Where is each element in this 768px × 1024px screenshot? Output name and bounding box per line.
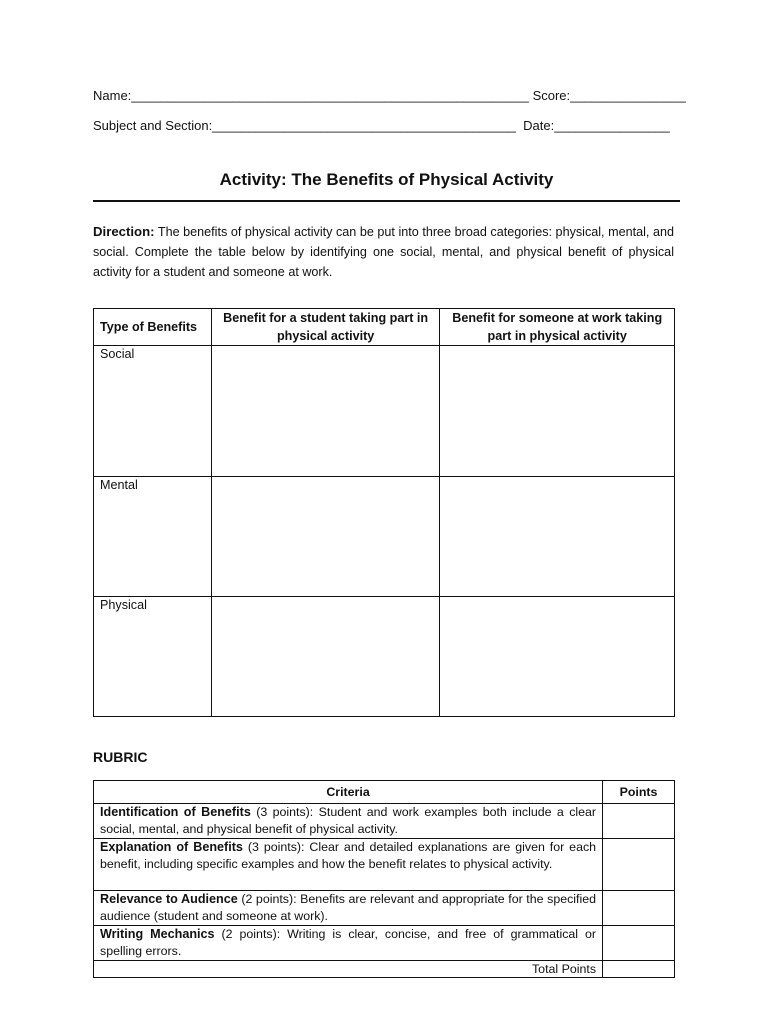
points-cell-mechanics[interactable]	[603, 926, 675, 961]
direction-text: The benefits of physical activity can be put into three broad categories: physical, mental, and social. Complete the table below by identifying one social, mental, and physical benefit of physical activity for a student and someone at work.	[93, 225, 674, 279]
name-score-row	[93, 88, 686, 103]
title-divider	[93, 200, 680, 202]
total-points-cell[interactable]	[603, 961, 675, 978]
answer-cell-physical-student[interactable]	[211, 597, 440, 717]
subject-label: Subject and Section:	[93, 118, 213, 133]
date-blank: ________________	[554, 118, 670, 133]
name-label: Name:	[93, 88, 132, 103]
answer-cell-social-work[interactable]	[440, 346, 675, 477]
criterion-description: (2 points): Writing is clear, concise, and free of grammatical or spelling errors.	[100, 927, 597, 958]
criterion-title: Explanation of Benefits	[100, 840, 243, 854]
score-label: Score:	[532, 88, 571, 103]
criterion-description: (3 points): Student and work examples both include a clear social, mental, and physical benefit of physical activity.	[100, 805, 597, 836]
date-label: Date:	[523, 118, 555, 133]
page-title: Activity: The Benefits of Physical Activity	[219, 170, 554, 189]
row-label-social: Social	[94, 346, 212, 477]
points-cell-identification[interactable]	[603, 804, 675, 839]
subject-blank: __________________________________________	[212, 118, 516, 133]
table-row-physical	[94, 597, 675, 717]
criterion-description: (2 points): Benefits are relevant and appropriate for the specified audience (student and someone at work).	[100, 892, 597, 923]
rubric-header-row	[94, 781, 675, 804]
criterion-relevance	[94, 891, 603, 926]
benefits-table	[93, 308, 675, 717]
header-student-benefit: Benefit for a student taking part in physical activity	[211, 309, 440, 346]
rubric-heading: RUBRIC	[93, 749, 148, 765]
rubric-row-mechanics	[94, 926, 675, 961]
header-points: Points	[603, 781, 675, 804]
subject-date-row	[93, 118, 670, 133]
points-cell-explanation[interactable]	[603, 839, 675, 891]
rubric-row-identification	[94, 804, 675, 839]
row-label-physical: Physical	[94, 597, 212, 717]
table-row-social	[94, 346, 675, 477]
direction-label: Direction:	[93, 224, 155, 239]
criterion-title: Relevance to Audience	[100, 892, 238, 906]
rubric-row-relevance	[94, 891, 675, 926]
criterion-title: Identification of Benefits	[100, 805, 251, 819]
header-criteria: Criteria	[94, 781, 603, 804]
criterion-description: (3 points): Clear and detailed explanations are given for each benefit, including specific examples and how the benefit relates to physical activity.	[100, 840, 597, 871]
answer-cell-social-student[interactable]	[211, 346, 440, 477]
criterion-identification	[94, 804, 603, 839]
rubric-table	[93, 780, 675, 978]
direction-paragraph	[93, 222, 674, 282]
answer-cell-mental-student[interactable]	[211, 477, 440, 597]
criterion-mechanics	[94, 926, 603, 961]
answer-cell-mental-work[interactable]	[440, 477, 675, 597]
benefits-header-row	[94, 309, 675, 346]
points-cell-relevance[interactable]	[603, 891, 675, 926]
rubric-row-explanation	[94, 839, 675, 891]
criterion-explanation	[94, 839, 603, 891]
table-row-mental	[94, 477, 675, 597]
header-work-benefit: Benefit for someone at work taking part in physical activity	[440, 309, 675, 346]
name-blank: _______________________________________________________	[131, 88, 529, 103]
criterion-title: Writing Mechanics	[100, 927, 215, 941]
score-blank: ________________	[570, 88, 686, 103]
row-label-mental: Mental	[94, 477, 212, 597]
rubric-total-row	[94, 961, 675, 978]
answer-cell-physical-work[interactable]	[440, 597, 675, 717]
header-type-of-benefits: Type of Benefits	[94, 309, 212, 346]
total-points-label: Total Points	[94, 961, 603, 978]
